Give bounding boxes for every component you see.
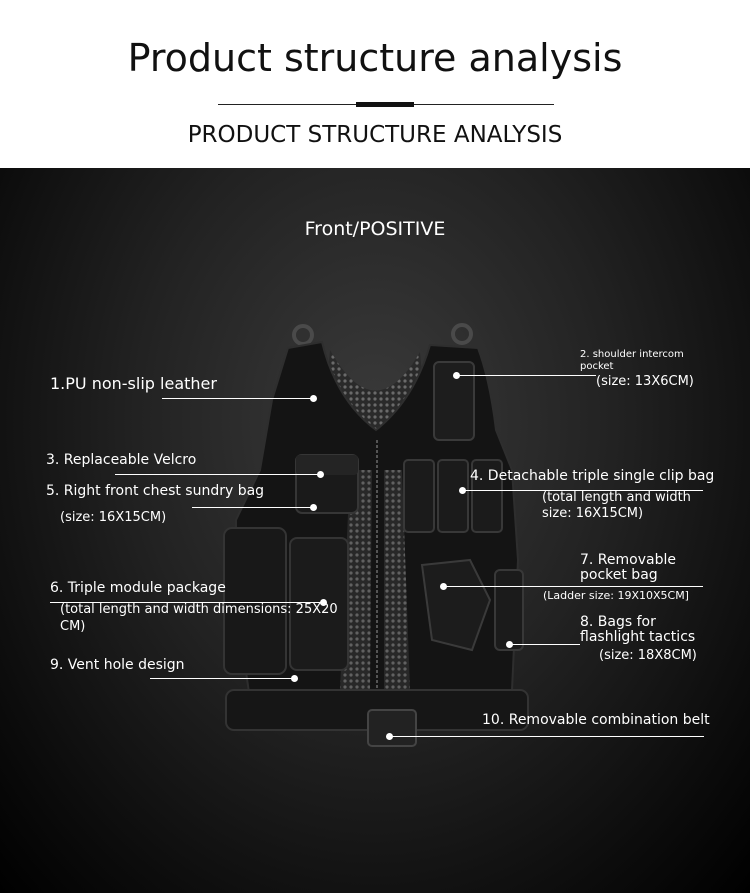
leader-line-8 — [510, 644, 580, 645]
leader-line-5 — [192, 507, 314, 508]
label-triple-module: 6. Triple module package — [50, 580, 226, 596]
leader-line-1 — [162, 398, 314, 399]
label-chest-sundry-bag-size: (size: 16X15CM) — [60, 510, 167, 525]
flashlight-bag — [495, 570, 523, 650]
velcro-flap — [296, 455, 358, 475]
page-title: Product structure analysis — [127, 36, 623, 80]
label-flashlight-bag-size: (size: 18X8CM) — [599, 648, 697, 663]
marker-dot-10 — [386, 733, 393, 740]
label-triple-module-size: CM) — [60, 619, 86, 634]
marker-dot-2 — [453, 372, 460, 379]
label-triple-clip-bag: 4. Detachable triple single clip bag — [470, 468, 715, 484]
marker-dot-4 — [459, 487, 466, 494]
marker-dot-8 — [506, 641, 513, 648]
triple-module-package-1 — [224, 528, 286, 674]
triple-clip-bag-1 — [404, 460, 434, 532]
marker-dot-9 — [291, 675, 298, 682]
label-triple-module-dims: (total length and width dimensions: 25X20 — [60, 602, 338, 617]
leader-line-7 — [444, 586, 703, 587]
label-intercom-size: (size: 13X6CM) — [596, 374, 694, 389]
label-pocket-bag-title-cont: pocket bag — [580, 567, 658, 583]
section-title: Front/POSITIVE — [304, 218, 446, 240]
marker-dot-3 — [317, 471, 324, 478]
label-intercom-title: 2. shoulder intercom — [580, 349, 684, 360]
leader-line-9 — [150, 678, 295, 679]
page-subtitle: PRODUCT STRUCTURE ANALYSIS — [187, 122, 563, 148]
leader-line-2 — [458, 375, 596, 376]
label-chest-sundry-bag: 5. Right front chest sundry bag — [46, 483, 265, 499]
label-vent-hole: 9. Vent hole design — [50, 657, 185, 673]
label-velcro: 3. Replaceable Velcro — [46, 452, 197, 468]
label-triple-clip-bag-dims: (total length and width — [542, 490, 691, 505]
leader-line-3 — [115, 474, 321, 475]
label-pocket-bag-title: 7. Removable — [580, 552, 676, 568]
marker-dot-1 — [310, 395, 317, 402]
belt-buckle — [368, 710, 416, 746]
label-flashlight-bag-title-cont: flashlight tactics — [580, 629, 696, 645]
label-flashlight-bag-title: 8. Bags for — [580, 614, 656, 630]
triple-clip-bag-2 — [438, 460, 468, 532]
label-pocket-bag-size: (Ladder size: 19X10X5CM] — [543, 589, 689, 602]
marker-dot-7 — [440, 583, 447, 590]
label-triple-clip-bag-size: size: 16X15CM) — [542, 506, 644, 521]
shoulder-ring-right — [453, 325, 471, 343]
shoulder-ring-left — [294, 326, 312, 344]
marker-dot-5 — [310, 504, 317, 511]
label-combination-belt: 10. Removable combination belt — [482, 712, 710, 728]
label-intercom-title-cont: pocket — [580, 361, 614, 372]
leader-line-10 — [390, 736, 704, 737]
label-pu-leather: 1.PU non-slip leather — [50, 374, 217, 393]
